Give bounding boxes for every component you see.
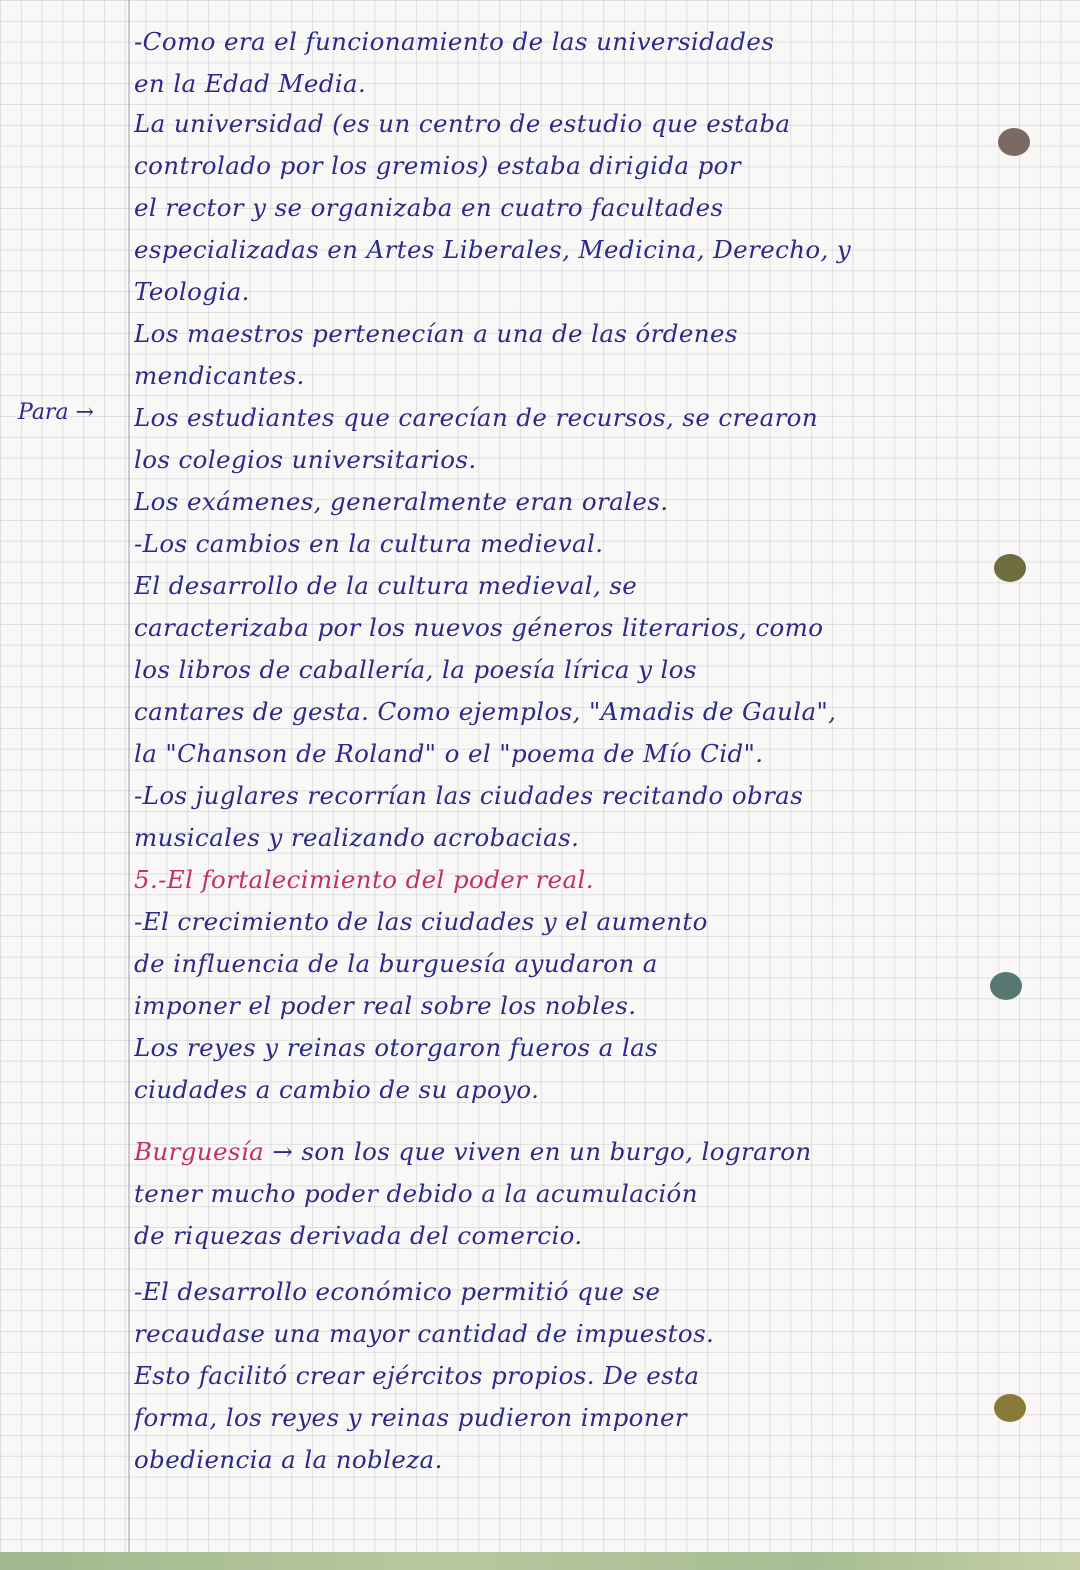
paragraph-line: cantares de gesta. Como ejemplos, "Amadis de Gaula", <box>134 697 837 726</box>
paint-dot <box>994 1394 1026 1422</box>
margin-line <box>128 0 130 1552</box>
paragraph-line: tener mucho poder debido a la acumulación <box>134 1179 698 1208</box>
paint-dot <box>990 972 1022 1000</box>
paragraph-line: recaudase una mayor cantidad de impuestos. <box>134 1319 715 1348</box>
paragraph-line: los libros de caballería, la poesía lírica y los <box>134 655 697 684</box>
heading-culture: -Los cambios en la cultura medieval. <box>134 529 604 558</box>
paragraph-line: obediencia a la nobleza. <box>134 1445 443 1474</box>
paragraph-line: los colegios universitarios. <box>134 445 477 474</box>
paragraph-line: controlado por los gremios) estaba dirigida por <box>134 151 741 180</box>
paragraph-line: ciudades a cambio de su apoyo. <box>134 1075 540 1104</box>
paragraph-line: Los estudiantes que carecían de recursos, se crearon <box>134 403 819 432</box>
paragraph-line: El desarrollo de la cultura medieval, se <box>134 571 638 600</box>
paragraph-line: la "Chanson de Roland" o el "poema de Mío Cid". <box>134 739 764 768</box>
paragraph-line: Teologia. <box>134 277 250 306</box>
paragraph-line: musicales y realizando acrobacias. <box>134 823 580 852</box>
paragraph-line: forma, los reyes y reinas pudieron imponer <box>134 1403 688 1432</box>
paragraph-line: -El crecimiento de las ciudades y el aumento <box>134 907 708 936</box>
paragraph-line: Los reyes y reinas otorgaron fueros a las <box>134 1033 659 1062</box>
paragraph-line: La universidad (es un centro de estudio que estaba <box>134 109 791 138</box>
heading-universities-cont: en la Edad Media. <box>134 69 367 98</box>
paragraph-line: el rector y se organizaba en cuatro facultades <box>134 193 724 222</box>
paragraph-line: -Los juglares recorrían las ciudades recitando obras <box>134 781 804 810</box>
paragraph-line: caracterizaba por los nuevos géneros literarios, como <box>134 613 824 642</box>
paragraph-line: Esto facilitó crear ejércitos propios. De esta <box>134 1361 700 1390</box>
paragraph-line: Los maestros pertenecían a una de las órdenes <box>134 319 738 348</box>
paint-dot <box>998 128 1030 156</box>
heading-universities: -Como era el funcionamiento de las universidades <box>134 27 775 56</box>
heading-royal-power: 5.-El fortalecimiento del poder real. <box>134 865 594 894</box>
burguesia-definition <box>134 1132 1039 1172</box>
burguesia-definition-text: → son los que viven en un burgo, lograron <box>272 1137 812 1166</box>
paragraph-line: especializadas en Artes Liberales, Medicina, Derecho, y <box>134 235 852 264</box>
paragraph-line: imponer el poder real sobre los nobles. <box>134 991 637 1020</box>
burguesia-term: Burguesía <box>134 1137 265 1166</box>
margin-note: Para → <box>18 400 94 425</box>
paragraph-line: Los exámenes, generalmente eran orales. <box>134 487 669 516</box>
paragraph-line: de riquezas derivada del comercio. <box>134 1221 583 1250</box>
paint-dot <box>994 554 1026 582</box>
paragraph-line: mendicantes. <box>134 361 305 390</box>
paper-bottom-edge <box>0 1552 1080 1570</box>
paragraph-line: -El desarrollo económico permitió que se <box>134 1277 661 1306</box>
paragraph-line: de influencia de la burguesía ayudaron a <box>134 949 658 978</box>
